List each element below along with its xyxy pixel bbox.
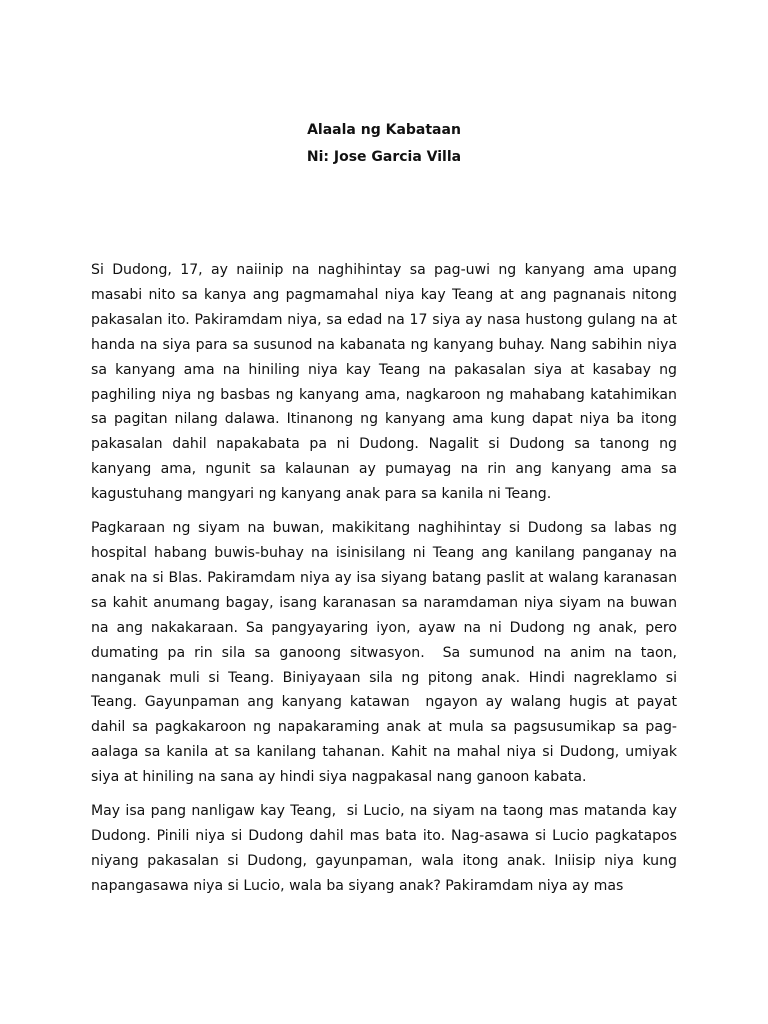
document-body [91, 258, 682, 908]
paragraph-2: Pagkaraan ng siyam na buwan, makikitang naghihintay si Dudong sa labas ng hospital habang buwis-buhay na isinisilang ni Teang ang kanilang panganay na anak na si Blas. Pakiramdam niya ay isa siyang batang paslit at walang karanasan sa kahit anumang bagay, isang karanasan sa naramdaman niya siyam na buwan na ang nakakaraan. Sa pangyayaring iyon, ayaw na ni Dudong ng anak, pero dumating pa rin sila sa ganoong sitwasyon. Sa sumunod na anim na taon, nanganak muli si Teang. Biniyayaan sila ng pitong anak. Hindi nagreklamo si Teang. Gayunpaman ang kanyang katawan ngayon ay walang hugis at payat dahil sa pagkakaroon ng napakaraming anak at mula sa pagsusumikap sa pag-aalaga sa kanila at sa kanilang tahanan. Kahit na mahal niya si Dudong, umiyak siya at hiniling na sana ay hindi siya nagpakasal nang ganoon kabata. [91, 520, 682, 786]
document-author: Ni: Jose Garcia Villa [306, 149, 462, 165]
paragraph-3: May isa pang nanligaw kay Teang, si Lucio, na siyam na taong mas matanda kay Dudong. Pinili niya si Dudong dahil mas bata ito. Nag-asawa si Lucio pagkatapos niyang pakasalan si Dudong, gayunpaman, wala itong anak. Iniisip niya kung napangasawa niya si Lucio, wala ba siyang anak? Pakiramdam niya ay mas [91, 803, 682, 894]
document-title: Alaala ng Kabataan [307, 122, 461, 138]
paragraph-1: Si Dudong, 17, ay naiinip na naghihintay sa pag-uwi ng kanyang ama upang masabi nito sa kanya ang pagmamahal niya kay Teang at ang pagnanais nitong pakasalan ito. Pakiramdam niya, sa edad na 17 siya ay nasa hustong gulang na at handa na siya para sa susunod na kabanata ng kanyang buhay. Nang sabihin niya sa kanyang ama na hiniling niya kay Teang na pakasalan siya at kasabay ng paghiling niya ng basbas ng kanyang ama, nagkaroon ng mahabang katahimikan sa pagitan nilang dalawa. Itinanong ng kanyang ama kung dapat niya ba itong pakasalan dahil napakabata pa ni Dudong. Nagalit si Dudong sa tanong ng kanyang ama, ngunit sa kalaunan ay pumayag na rin ang kanyang ama sa kagustuhang mangyari ng kanyang anak para sa kanila ni Teang. [91, 262, 682, 503]
title-block [0, 117, 768, 171]
